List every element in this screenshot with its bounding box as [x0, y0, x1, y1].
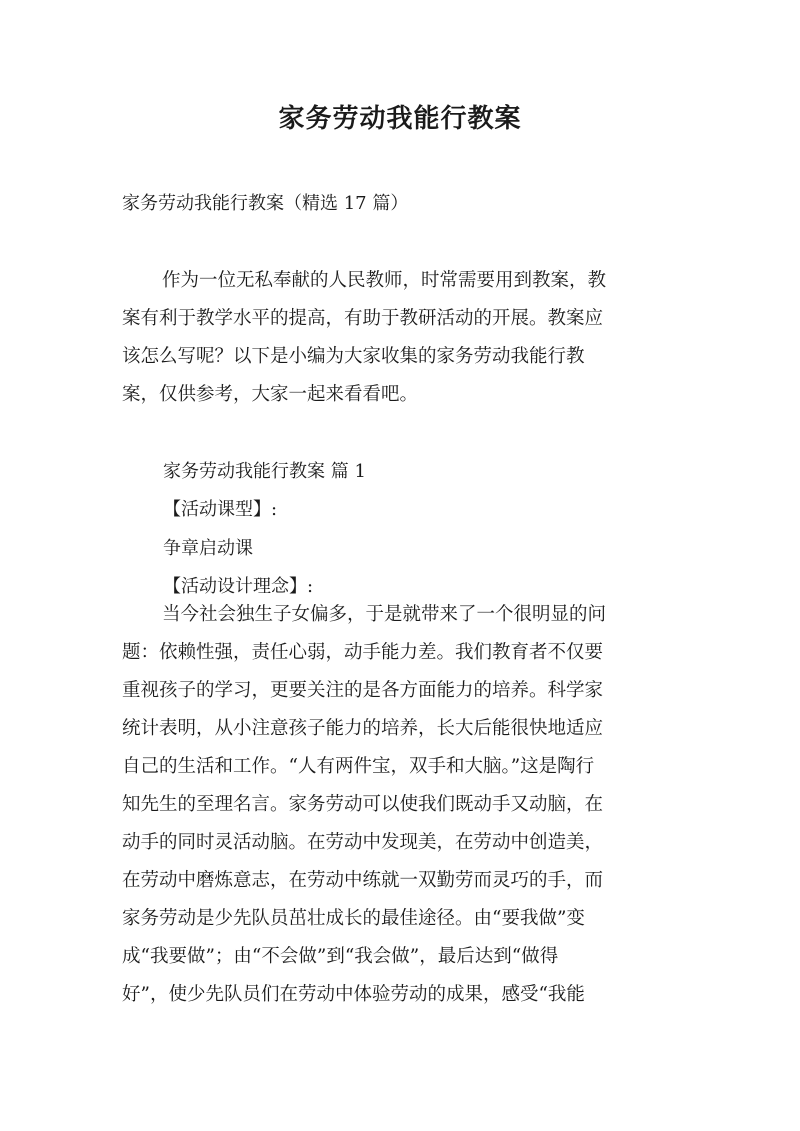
concept-line: 家务劳动是少先队员茁壮成长的最佳途径。由“要我做”变 — [122, 908, 585, 929]
concept-line: 重视孩子的学习，更要关注的是各方面能力的培养。科学家 — [122, 680, 604, 701]
intro-line: 该怎么写呢？以下是小编为大家收集的家务劳动我能行教 — [122, 346, 585, 367]
concept-line: 在劳动中磨炼意志，在劳动中练就一双勤劳而灵巧的手，而 — [122, 870, 604, 891]
activity-type-value: 争章启动课 — [163, 538, 253, 559]
activity-type-label: 【活动课型】: — [163, 499, 278, 520]
intro-line: 作为一位无私奉献的人民教师，时常需要用到教案，教 — [162, 270, 607, 291]
document-title: 家务劳动我能行教案 — [278, 104, 522, 134]
concept-line: 成“我要做”；由“不会做”到“我会做”，最后达到“做得 — [122, 946, 559, 967]
section-heading: 家务劳动我能行教案 篇 1 — [163, 461, 366, 482]
concept-line: 动手的同时灵活动脑。在劳动中发现美，在劳动中创造美， — [122, 832, 604, 853]
concept-line: 知先生的至理名言。家务劳动可以使我们既动手又动脑，在 — [122, 794, 604, 815]
document-subtitle: 家务劳动我能行教案（精选 17 篇） — [122, 193, 409, 214]
intro-line: 案，仅供参考，大家一起来看看吧。 — [122, 384, 419, 405]
design-concept-paragraph — [122, 596, 688, 1014]
concept-line: 统计表明，从小注意孩子能力的培养，长大后能很快地适应 — [122, 718, 604, 739]
intro-line: 案有利于教学水平的提高，有助于教研活动的开展。教案应 — [122, 308, 604, 329]
design-concept-label: 【活动设计理念】: — [163, 576, 314, 597]
concept-line: 好”，使少先队员们在劳动中体验劳动的成果，感受“我能 — [122, 984, 585, 1005]
concept-line: 当今社会独生子女偏多，于是就带来了一个很明显的问 — [162, 604, 607, 625]
concept-line: 自己的生活和工作。“人有两件宝，双手和大脑。”这是陶行 — [122, 756, 595, 777]
concept-line: 题：依赖性强，责任心弱，动手能力差。我们教育者不仅要 — [122, 642, 604, 663]
intro-paragraph — [122, 262, 688, 414]
